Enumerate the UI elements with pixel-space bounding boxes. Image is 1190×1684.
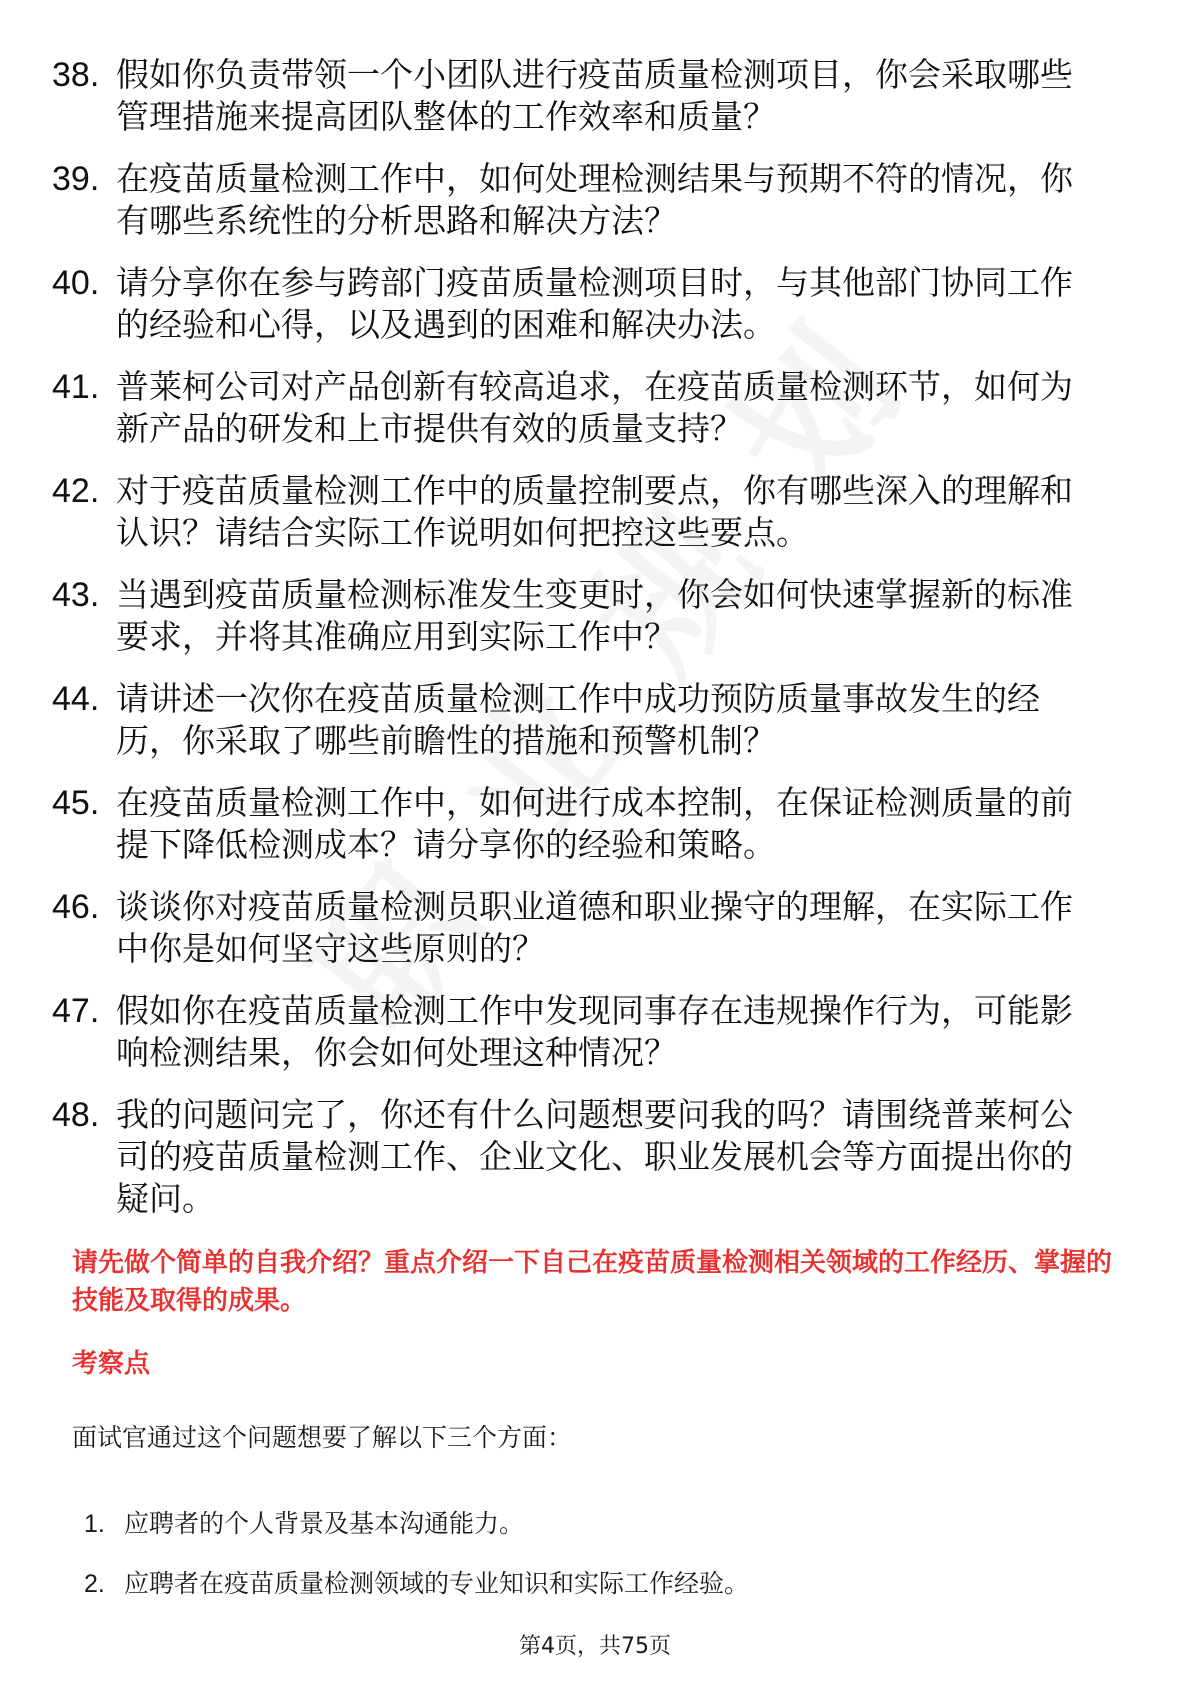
question-text: 普莱柯公司对产品创新有较高追求，在疫苗质量检测环节，如何为新产品的研发和上市提供有效的质量支持？ xyxy=(116,367,1073,448)
question-item xyxy=(52,574,1112,658)
question-text: 假如你在疫苗质量检测工作中发现同事存在违规操作行为，可能影响检测结果，你会如何处理这种情况？ xyxy=(116,991,1073,1072)
question-number: 47. xyxy=(52,992,100,1030)
list-item-text: 应聘者的个人背景及基本沟通能力。 xyxy=(124,1509,525,1538)
list-item xyxy=(84,1566,1084,1602)
question-text: 请分享你在参与跨部门疫苗质量检测项目时，与其他部门协同工作的经验和心得，以及遇到的困难和解决办法。 xyxy=(116,263,1073,344)
question-item xyxy=(52,678,1112,762)
question-number: 42. xyxy=(52,472,100,510)
section-heading: 考察点 xyxy=(72,1349,151,1379)
question-item xyxy=(52,366,1112,450)
highlighted-question: 请先做个简单的自我介绍？重点介绍一下自己在疫苗质量检测相关领域的工作经历、掌握的技能及取得的成果。 xyxy=(72,1248,1113,1316)
list-item-number: 2. xyxy=(84,1570,105,1598)
question-number: 39. xyxy=(52,160,100,198)
question-number: 48. xyxy=(52,1096,100,1134)
question-text: 谈谈你对疫苗质量检测员职业道德和职业操守的理解，在实际工作中你是如何坚守这些原则的？ xyxy=(116,887,1073,968)
question-text: 在疫苗质量检测工作中，如何处理检测结果与预期不符的情况，你有哪些系统性的分析思路和解决方法？ xyxy=(116,159,1073,240)
question-item xyxy=(52,886,1112,970)
question-item xyxy=(52,158,1112,242)
question-item xyxy=(52,262,1112,346)
question-number: 44. xyxy=(52,680,100,718)
question-text: 假如你负责带领一个小团队进行疫苗质量检测项目，你会采取哪些管理措施来提高团队整体的工作效率和质量？ xyxy=(116,55,1073,136)
question-number: 38. xyxy=(52,56,100,94)
list-item xyxy=(84,1506,1084,1542)
assessment-points-list xyxy=(84,1506,1084,1626)
question-item xyxy=(52,782,1112,866)
question-number: 46. xyxy=(52,888,100,926)
page-number-footer: 第4页，共75页 xyxy=(519,1634,671,1659)
question-item xyxy=(52,54,1112,138)
question-text: 请讲述一次你在疫苗质量检测工作中成功预防质量事故发生的经历，你采取了哪些前瞻性的措施和预警机制？ xyxy=(116,679,1040,760)
question-text: 当遇到疫苗质量检测标准发生变更时，你会如何快速掌握新的标准要求，并将其准确应用到实际工作中？ xyxy=(116,575,1073,656)
question-number: 40. xyxy=(52,264,100,302)
list-item-number: 1. xyxy=(84,1510,105,1538)
question-item xyxy=(52,470,1112,554)
question-item xyxy=(52,990,1112,1074)
question-text: 对于疫苗质量检测工作中的质量控制要点，你有哪些深入的理解和认识？请结合实际工作说明如何把控这些要点。 xyxy=(116,471,1073,552)
intro-text: 面试官通过这个问题想要了解以下三个方面： xyxy=(72,1423,573,1452)
question-number: 45. xyxy=(52,784,100,822)
question-number: 41. xyxy=(52,368,100,406)
question-number: 43. xyxy=(52,576,100,614)
question-item xyxy=(52,1094,1112,1220)
question-list xyxy=(52,54,1112,1240)
question-text: 在疫苗质量检测工作中，如何进行成本控制，在保证检测质量的前提下降低检测成本？请分享你的经验和策略。 xyxy=(116,783,1073,864)
question-text: 我的问题问完了，你还有什么问题想要问我的吗？请围绕普莱柯公司的疫苗质量检测工作、企业文化、职业发展机会等方面提出你的疑问。 xyxy=(116,1095,1073,1218)
list-item-text: 应聘者在疫苗质量检测领域的专业知识和实际工作经验。 xyxy=(124,1569,750,1598)
